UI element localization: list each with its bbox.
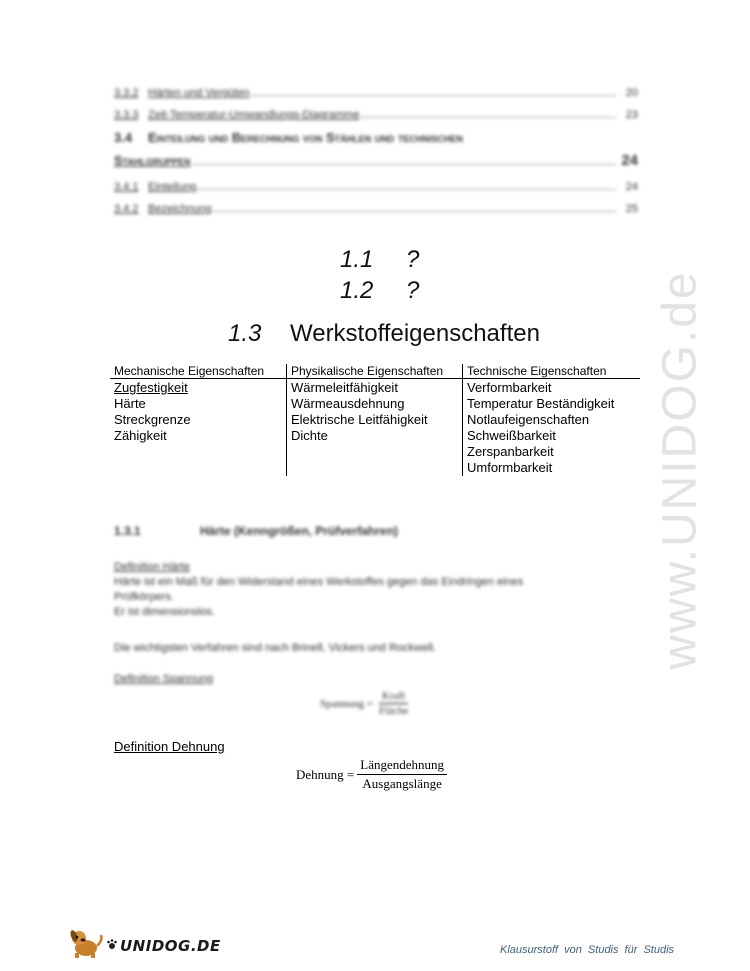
definition-spannung-title: Definition Spannung — [114, 673, 214, 685]
heading-number: 1.3 — [228, 320, 262, 347]
table-cell: Wärmeleitfähigkeit — [291, 380, 398, 395]
section-title: Härte (Kenngrößen, Prüfverfahren) — [200, 524, 399, 538]
heading-text: ? — [406, 246, 420, 273]
toc-entry[interactable] — [114, 202, 638, 224]
fraction-denominator: Ausgangslänge — [362, 776, 442, 791]
logo-text: UNIDOG.DE — [120, 936, 221, 955]
definition-line: Er ist dimensionslos. — [114, 606, 215, 618]
toc-leader — [252, 86, 616, 96]
header-physical: Physikalische Eigenschaften — [286, 364, 462, 378]
toc-leader — [362, 108, 616, 118]
table-cell: Zugfestigkeit — [114, 380, 188, 395]
column-physical — [286, 379, 462, 476]
dog-icon — [66, 927, 106, 964]
toc-entry[interactable] — [114, 152, 638, 180]
definition-title: Definition Härte — [114, 561, 190, 573]
fraction — [376, 690, 411, 717]
toc-leader — [214, 202, 616, 212]
heading-number: 1.1 — [340, 246, 374, 273]
table-cell: Zähigkeit — [114, 428, 167, 443]
toc-entry[interactable] — [114, 86, 638, 108]
definition-line: Prüfkörpers. — [114, 591, 174, 603]
toc-title: Härten und Vergüten — [148, 87, 250, 99]
header-technical: Technische Eigenschaften — [462, 364, 638, 378]
toc-page: 23 — [625, 109, 638, 121]
toc-title: Zeit-Temperatur-Umwandlungs-Diagramme — [148, 109, 360, 121]
table-cell: Notlaufeigenschaften — [467, 412, 590, 427]
table-of-contents — [114, 86, 638, 224]
toc-page: 24 — [621, 152, 638, 169]
definition-line: Härte ist ein Maß für den Widerstand eines Werkstoffes gegen das Eindringen eines — [114, 576, 524, 588]
toc-entry[interactable] — [114, 180, 638, 202]
toc-number: 3.4.2 — [114, 203, 139, 215]
heading-1-1 — [340, 246, 419, 274]
definition-dehnung-title: Definition Dehnung — [114, 739, 225, 754]
heading-text: Werkstoffeigenschaften — [290, 320, 540, 347]
table-body-row — [110, 379, 640, 476]
fraction-numerator: Kraft — [379, 690, 408, 704]
table-cell: Streckgrenze — [114, 412, 191, 427]
toc-page: 24 — [625, 181, 638, 193]
toc-title: Bezeichnung — [148, 203, 212, 215]
section-heading-1-3-1 — [114, 524, 398, 538]
column-technical — [462, 379, 638, 476]
toc-title: Einteilung und Berechnung von Stählen und technischen — [148, 130, 463, 145]
fraction — [357, 757, 447, 792]
toc-number: 3.3.2 — [114, 87, 139, 99]
table-cell: Temperatur Beständigkeit — [467, 396, 615, 411]
unidog-logo[interactable] — [66, 927, 221, 964]
formula-lhs: Dehnung = — [296, 766, 355, 782]
toc-entry[interactable] — [114, 108, 638, 130]
toc-title: Stahlgruppen — [114, 153, 191, 168]
table-cell: Zerspanbarkeit — [467, 444, 554, 459]
heading-number: 1.2 — [340, 277, 374, 304]
fraction-denominator: Fläche — [378, 705, 409, 717]
fraction-numerator: Längendehnung — [357, 757, 447, 775]
toc-number: 3.3.3 — [114, 109, 139, 121]
table-cell: Dichte — [291, 428, 328, 443]
toc-entry[interactable] — [114, 130, 638, 152]
table-cell: Schweißbarkeit — [467, 428, 556, 443]
paw-icon — [106, 937, 118, 955]
table-cell: Verformbarkeit — [467, 380, 552, 395]
table-cell: Wärmeausdehnung — [291, 396, 405, 411]
column-mechanical — [110, 379, 286, 476]
properties-table — [110, 364, 640, 476]
heading-text: ? — [406, 277, 420, 304]
toc-number: 3.4 — [114, 130, 133, 145]
watermark: www.UNIDOG.de — [653, 270, 707, 670]
table-cell: Elektrische Leitfähigkeit — [291, 412, 428, 427]
toc-title: Einteilung — [148, 181, 197, 193]
heading-1-2 — [340, 277, 419, 305]
definition-haerte — [114, 560, 634, 620]
toc-page: 20 — [625, 87, 638, 99]
heading-1-3 — [228, 320, 540, 348]
toc-leader — [198, 180, 616, 190]
table-cell: Härte — [114, 396, 146, 411]
toc-leader — [193, 155, 616, 165]
dehnung-formula — [296, 757, 447, 792]
table-header-row — [110, 364, 640, 379]
section-number: 1.3.1 — [114, 524, 141, 538]
toc-page: 25 — [625, 203, 638, 215]
formula-lhs: Spannung = — [320, 697, 373, 710]
header-mechanical: Mechanische Eigenschaften — [114, 364, 265, 378]
table-cell: Umformbarkeit — [467, 460, 553, 475]
footer-tagline: Klausurstoff von Studis für Studis — [500, 944, 675, 956]
spannung-formula — [320, 690, 411, 717]
verfahren-text: Die wichtigsten Verfahren sind nach Brinell, Vickers und Rockwell. — [114, 642, 437, 654]
toc-number: 3.4.1 — [114, 181, 139, 193]
